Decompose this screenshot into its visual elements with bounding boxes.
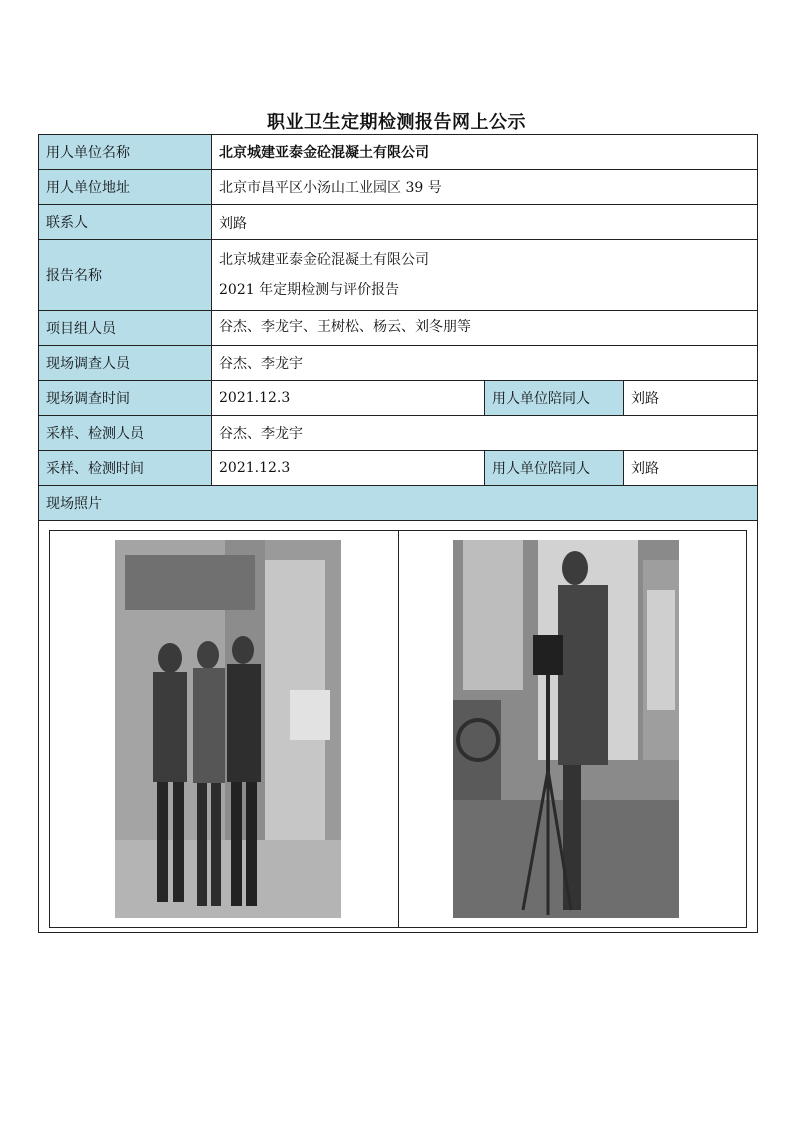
contact-value: 刘路 (212, 205, 758, 240)
site-investigation-time-label: 现场调查时间 (39, 381, 212, 416)
row-project-team (39, 311, 758, 346)
site-photo-left (115, 540, 341, 918)
sampling-time-label: 采样、检测时间 (39, 451, 212, 486)
report-name-value (212, 240, 758, 311)
row-contact (39, 205, 758, 240)
site-photo-right (453, 540, 679, 918)
unit-name-value: 北京城建亚泰金砼混凝土有限公司 (212, 135, 758, 170)
row-sampling-staff (39, 416, 758, 451)
site-investigators-value: 谷杰、李龙宇 (212, 346, 758, 381)
row-unit-address (39, 170, 758, 205)
site-investigation-escort-label: 用人单位陪同人 (485, 381, 624, 416)
contact-label: 联系人 (39, 205, 212, 240)
project-team-value: 谷杰、李龙宇、王树松、杨云、刘冬朋等 (212, 311, 758, 346)
unit-address-value: 北京市昌平区小汤山工业园区 39 号 (212, 170, 758, 205)
page-title: 职业卫生定期检测报告网上公示 (267, 112, 526, 133)
unit-name-label: 用人单位名称 (39, 135, 212, 170)
row-unit-name (39, 135, 758, 170)
sampling-escort-label: 用人单位陪同人 (485, 451, 624, 486)
row-sampling-time (39, 451, 758, 486)
site-photos-cell (39, 521, 758, 933)
report-name-line-2: 2021 年定期检测与评价报告 (219, 282, 400, 298)
photo-frame (49, 530, 747, 928)
site-photos-label: 现场照片 (39, 486, 758, 521)
row-site-photos (39, 521, 758, 933)
row-site-photos-header (39, 486, 758, 521)
site-investigation-time-value: 2021.12.3 (212, 381, 485, 416)
sampling-time-value: 2021.12.3 (212, 451, 485, 486)
sampling-staff-label: 采样、检测人员 (39, 416, 212, 451)
photo-cell-right (398, 531, 747, 927)
project-team-label: 项目组人员 (39, 311, 212, 346)
report-name-line-1: 北京城建亚泰金砼混凝土有限公司 (219, 252, 429, 268)
unit-address-label: 用人单位地址 (39, 170, 212, 205)
site-investigation-escort-value: 刘路 (624, 381, 758, 416)
row-site-investigators (39, 346, 758, 381)
report-name-label: 报告名称 (39, 240, 212, 311)
sampling-staff-value: 谷杰、李龙宇 (212, 416, 758, 451)
photo-cell-left (50, 531, 398, 927)
row-site-investigation-time (39, 381, 758, 416)
row-report-name (39, 240, 758, 311)
report-table (38, 134, 758, 933)
site-investigators-label: 现场调查人员 (39, 346, 212, 381)
sampling-escort-value: 刘路 (624, 451, 758, 486)
